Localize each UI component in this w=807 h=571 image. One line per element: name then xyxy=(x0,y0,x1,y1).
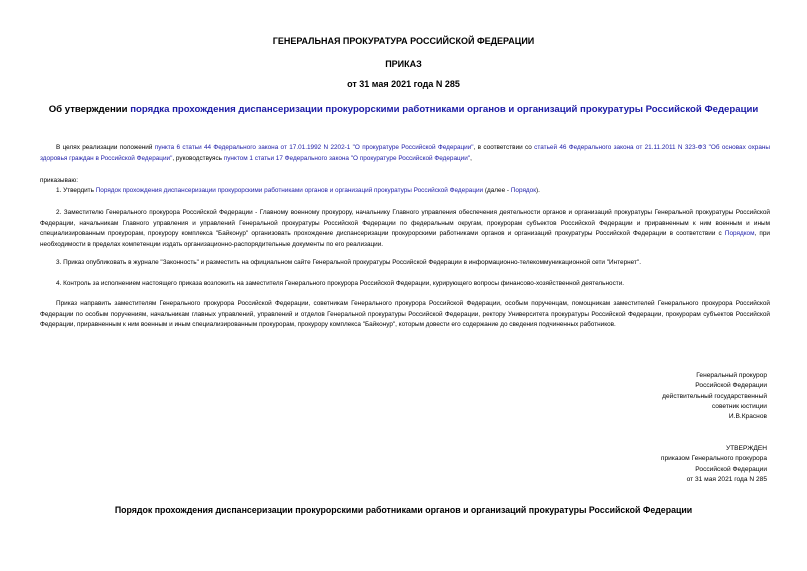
signature-line: действительный государственный xyxy=(662,392,767,400)
link-law-prosecution[interactable]: пункта 6 статьи 44 Федерального закона от 17.01.1992 N 2202-1 "О прокуратуре Российской Федерации" xyxy=(154,144,474,151)
text: , при необходимости в пределах компетенции издать организационно-распорядительные документы по его реализации. xyxy=(40,230,770,248)
signature-block xyxy=(547,371,767,422)
text: В целях реализации положений xyxy=(56,144,155,151)
link-procedure[interactable]: Порядок прохождения диспансеризации прокурорскими работниками органов и организаций прокуратуры Российской Федерации xyxy=(95,187,484,194)
paragraph-item-3: 3. Приказ опубликовать в журнале "Законность" и разместить на официальном сайте Генеральной прокуратуры Российской Федерации в информационно-телекоммуникационной сети "Интернет". xyxy=(56,259,641,266)
paragraph-item-1 xyxy=(40,186,770,197)
approval-line: от 31 мая 2021 года N 285 xyxy=(686,475,767,483)
approval-line: УТВЕРЖДЕН xyxy=(725,445,767,452)
text: (далее - xyxy=(483,187,511,194)
link-procedure-ref[interactable]: Порядком xyxy=(724,230,755,237)
title-prefix: Об утверждении xyxy=(48,104,131,115)
signature-line: советник юстиции xyxy=(711,402,767,410)
approval-line: приказом Генерального прокурора xyxy=(660,455,767,463)
paragraph-item-4: 4. Контроль за исполнением настоящего приказа возложить на заместителя Генерального прокурора Российской Федерации, курирующего вопросы финансово-хозяйственной деятельности. xyxy=(56,280,625,287)
link-law-article17[interactable]: пунктом 1 статьи 17 Федерального закона "О прокуратуре Российской Федерации" xyxy=(223,154,471,162)
text: , руководствуясь xyxy=(172,154,224,162)
doc-date-number: от 31 мая 2021 года N 285 xyxy=(347,79,460,89)
paragraph-preamble xyxy=(40,143,770,164)
text: 2. Заместителю Генерального прокурора Российской Федерации - Главному военному прокурору, начальнику Главного управления обеспечения деятельности органов и организаций прокуратуры Генеральной прокуратуры Российской Федерации, начальникам Главного управления и управлений Генеральной прокуратуры Российской Федерации по федеральным округам, прокурорам субъектов Российской Федерации и приравненным к ним военным и иным специализированным прокурорам, прокурору комплекса "Байконур" организовать прохождение диспансеризации прокурорскими работниками органов и организаций прокуратуры Российской Федерации в соответствии с xyxy=(40,209,770,237)
approval-line: Российской Федерации xyxy=(695,465,767,473)
approval-block xyxy=(547,444,767,485)
doc-type: ПРИКАЗ xyxy=(385,59,422,69)
signature-line: Российской Федерации xyxy=(695,382,767,390)
text: , xyxy=(470,154,472,162)
paragraph-order: приказываю: xyxy=(40,177,78,184)
text: ). xyxy=(536,187,540,194)
paragraph-item-2 xyxy=(40,208,770,250)
text: 1. Утвердить xyxy=(56,187,96,194)
org-name: ГЕНЕРАЛЬНАЯ ПРОКУРАТУРА РОССИЙСКОЙ ФЕДЕРАЦИИ xyxy=(272,36,535,46)
link-law-health[interactable]: статьей 46 Федерального закона от 21.11.2011 N 323-ФЗ "Об основах охраны здоровья граждан в Российской Федерации" xyxy=(40,144,770,162)
paragraph-distribution: Приказ направить заместителям Генерального прокурора Российской Федерации, советникам Генерального прокурора Российской Федерации, особым порученцам, помощникам заместителей Генерального прокурора Российской Федерации по особым поручениям, начальникам главных управлений, управлений и отделов Генеральной прокуратуры Российской Федерации, ректору Университета прокуратуры Российской Федерации, прокурорам субъектов Российской Федерации, приравненным к ним военным и иным специализированным прокурорам, прокурору комплекса "Байконур", которым довести его содержание до сведения подчиненных работников. xyxy=(40,300,770,328)
procedure-title: Порядок прохождения диспансеризации прокурорскими работниками органов и организаций прокуратуры Российской Федерации xyxy=(114,505,693,515)
signature-name: И.В.Краснов xyxy=(728,413,767,421)
signature-line: Генеральный прокурор xyxy=(696,372,767,379)
link-procedure-short[interactable]: Порядок xyxy=(510,187,537,194)
text: , в соответствии со xyxy=(473,144,535,151)
page-title xyxy=(0,104,807,115)
title-link[interactable]: порядка прохождения диспансеризации прокурорскими работниками органов и организаций прокуратуры Российской Федерации xyxy=(130,104,759,115)
